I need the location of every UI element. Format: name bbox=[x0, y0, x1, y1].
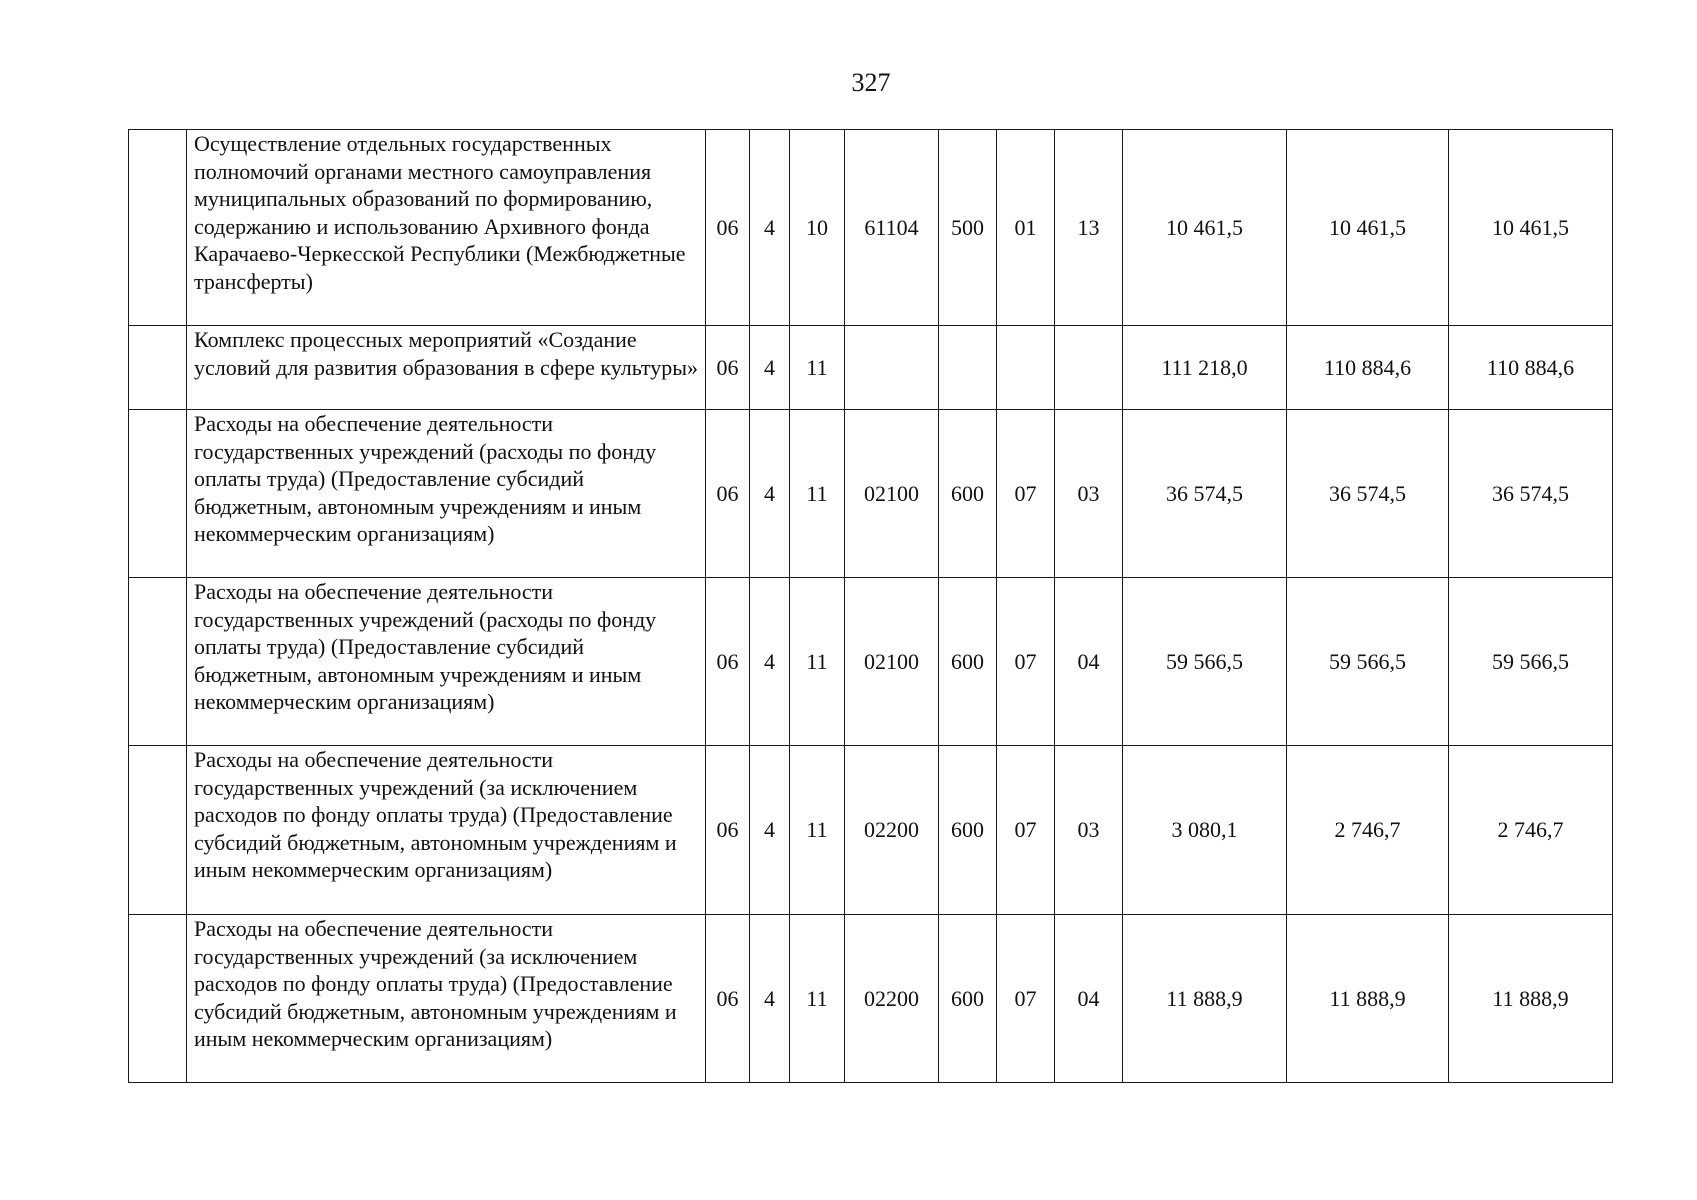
row-description: Расходы на обеспечение деятельности государственных учреждений (расходы по фонду оплаты труда) (Предоставление субсидий бюджетным, автономным учреждениям и иным некоммерческим организациям) bbox=[187, 410, 706, 578]
row-index-cell bbox=[129, 578, 187, 746]
row-index-cell bbox=[129, 326, 187, 410]
code-cell: 06 bbox=[706, 915, 750, 1083]
code-cell: 06 bbox=[706, 410, 750, 578]
table-row bbox=[129, 746, 1613, 915]
table-row bbox=[129, 130, 1613, 326]
code-cell: 07 bbox=[997, 578, 1055, 746]
row-index-cell bbox=[129, 915, 187, 1083]
amount-cell: 11 888,9 bbox=[1449, 915, 1613, 1083]
code-cell: 11 bbox=[790, 746, 845, 915]
code-cell: 06 bbox=[706, 578, 750, 746]
amount-cell: 3 080,1 bbox=[1123, 746, 1287, 915]
code-cell bbox=[997, 326, 1055, 410]
code-cell: 600 bbox=[939, 746, 997, 915]
row-index-cell bbox=[129, 130, 187, 326]
amount-cell: 11 888,9 bbox=[1123, 915, 1287, 1083]
row-description: Осуществление отдельных государственных полномочий органами местного самоуправления муниципальных образований по формированию, содержанию и использованию Архивного фонда Карачаево-Черкесской Республики (Межбюджетные трансферты) bbox=[187, 130, 706, 326]
code-cell: 4 bbox=[750, 578, 790, 746]
amount-cell: 59 566,5 bbox=[1123, 578, 1287, 746]
table-row bbox=[129, 326, 1613, 410]
code-cell: 02200 bbox=[845, 746, 939, 915]
table-row bbox=[129, 410, 1613, 578]
code-cell bbox=[845, 326, 939, 410]
table-row bbox=[129, 915, 1613, 1083]
table-row bbox=[129, 578, 1613, 746]
code-cell: 06 bbox=[706, 326, 750, 410]
code-cell bbox=[1055, 326, 1123, 410]
code-cell: 11 bbox=[790, 915, 845, 1083]
code-cell: 06 bbox=[706, 130, 750, 326]
code-cell: 600 bbox=[939, 578, 997, 746]
amount-cell: 36 574,5 bbox=[1287, 410, 1449, 578]
code-cell: 03 bbox=[1055, 746, 1123, 915]
code-cell: 600 bbox=[939, 915, 997, 1083]
code-cell: 4 bbox=[750, 326, 790, 410]
amount-cell: 10 461,5 bbox=[1287, 130, 1449, 326]
code-cell: 10 bbox=[790, 130, 845, 326]
code-cell: 13 bbox=[1055, 130, 1123, 326]
amount-cell: 11 888,9 bbox=[1287, 915, 1449, 1083]
row-description: Расходы на обеспечение деятельности государственных учреждений (за исключением расходов по фонду оплаты труда) (Предоставление субсидий бюджетным, автономным учреждениям и иным некоммерческим организациям) bbox=[187, 915, 706, 1083]
code-cell: 02200 bbox=[845, 915, 939, 1083]
code-cell: 500 bbox=[939, 130, 997, 326]
code-cell: 4 bbox=[750, 130, 790, 326]
row-description: Комплекс процессных мероприятий «Создание условий для развития образования в сфере культуры» bbox=[187, 326, 706, 410]
code-cell: 07 bbox=[997, 915, 1055, 1083]
code-cell: 06 bbox=[706, 746, 750, 915]
budget-table bbox=[128, 129, 1613, 1083]
code-cell: 61104 bbox=[845, 130, 939, 326]
amount-cell: 110 884,6 bbox=[1287, 326, 1449, 410]
amount-cell: 36 574,5 bbox=[1123, 410, 1287, 578]
row-description: Расходы на обеспечение деятельности государственных учреждений (расходы по фонду оплаты труда) (Предоставление субсидий бюджетным, автономным учреждениям и иным некоммерческим организациям) bbox=[187, 578, 706, 746]
amount-cell: 2 746,7 bbox=[1449, 746, 1613, 915]
code-cell: 04 bbox=[1055, 578, 1123, 746]
amount-cell: 59 566,5 bbox=[1287, 578, 1449, 746]
amount-cell: 110 884,6 bbox=[1449, 326, 1613, 410]
code-cell: 600 bbox=[939, 410, 997, 578]
code-cell: 07 bbox=[997, 410, 1055, 578]
code-cell: 4 bbox=[750, 915, 790, 1083]
code-cell: 11 bbox=[790, 578, 845, 746]
amount-cell: 2 746,7 bbox=[1287, 746, 1449, 915]
amount-cell: 10 461,5 bbox=[1449, 130, 1613, 326]
row-index-cell bbox=[129, 746, 187, 915]
code-cell: 02100 bbox=[845, 410, 939, 578]
code-cell bbox=[939, 326, 997, 410]
code-cell: 01 bbox=[997, 130, 1055, 326]
amount-cell: 36 574,5 bbox=[1449, 410, 1613, 578]
row-description: Расходы на обеспечение деятельности государственных учреждений (за исключением расходов по фонду оплаты труда) (Предоставление субсидий бюджетным, автономным учреждениям и иным некоммерческим организациям) bbox=[187, 746, 706, 915]
code-cell: 11 bbox=[790, 326, 845, 410]
page-number: 327 bbox=[851, 68, 891, 97]
code-cell: 11 bbox=[790, 410, 845, 578]
amount-cell: 10 461,5 bbox=[1123, 130, 1287, 326]
code-cell: 07 bbox=[997, 746, 1055, 915]
code-cell: 4 bbox=[750, 746, 790, 915]
row-index-cell bbox=[129, 410, 187, 578]
amount-cell: 111 218,0 bbox=[1123, 326, 1287, 410]
amount-cell: 59 566,5 bbox=[1449, 578, 1613, 746]
code-cell: 4 bbox=[750, 410, 790, 578]
code-cell: 03 bbox=[1055, 410, 1123, 578]
code-cell: 04 bbox=[1055, 915, 1123, 1083]
code-cell: 02100 bbox=[845, 578, 939, 746]
